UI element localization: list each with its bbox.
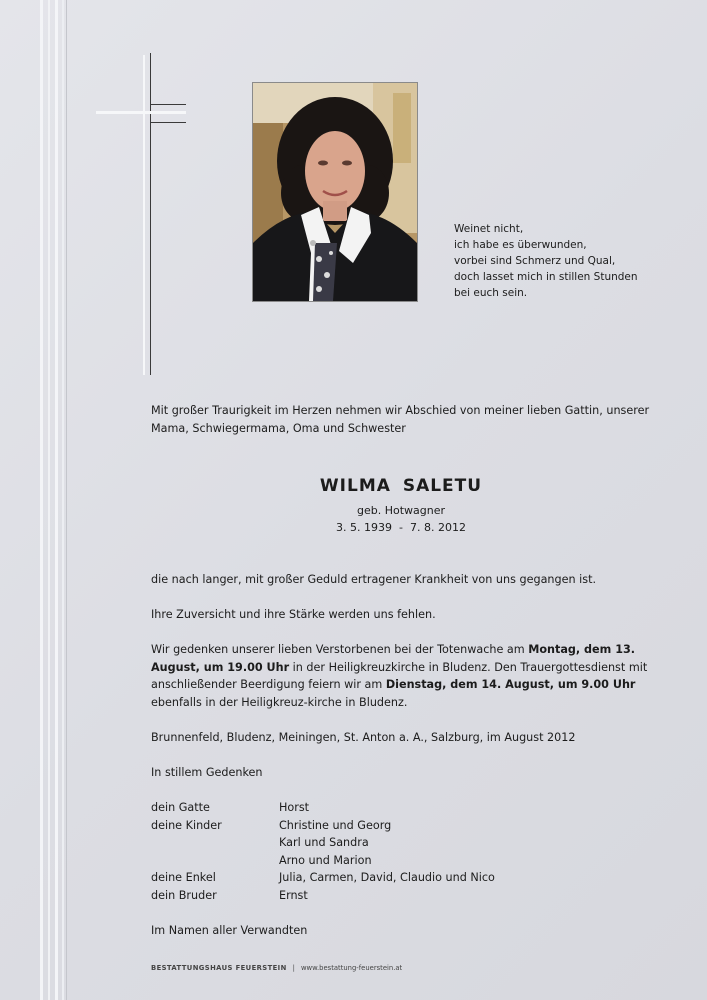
service-text [151, 641, 656, 711]
service-text-part: Wir gedenken unserer lieben Verstorbenen bei der Totenwache am [151, 643, 529, 656]
family-relation [151, 834, 279, 852]
website-link[interactable]: www.bestattung-feuerstein.at [300, 964, 403, 972]
intro-text: Mit großer Traurigkeit im Herzen nehmen wir Abschied von meiner lieben Gattin, unserer Mama, Schwiegermama, Oma und Schwester [151, 404, 650, 435]
poem-line: bei euch sein. [454, 287, 528, 299]
life-dates: 3. 5. 1939 - 7. 8. 2012 [336, 521, 466, 534]
funeral-date: Dienstag, dem 14. August, um 9.00 Uhr [385, 678, 636, 691]
poem-line: ich habe es überwunden, [454, 239, 587, 251]
family-relation: deine Kinder [151, 818, 222, 832]
funeral-home-name: BESTATTUNGSHAUS FEUERSTEIN [151, 964, 287, 972]
family-relation: dein Gatte [151, 801, 210, 814]
border-line [48, 0, 50, 1000]
memory-heading: In stillem Gedenken [151, 766, 263, 779]
birth-name: geb. Hotwagner [356, 504, 446, 517]
family-row [151, 869, 495, 887]
wake-date: Montag, dem 13. August, um 19.00 Uhr [151, 643, 636, 674]
family-relation: deine Enkel [151, 871, 216, 884]
border-line [66, 0, 67, 1000]
poem-line: doch lasset mich in stillen Stunden [454, 271, 638, 283]
family-names: Christine und Georg [279, 818, 392, 832]
service-text-part: in der Heiligkreuzkirche in Bludenz. Den Trauergottesdienst mit anschließender Beerdigung feiern wir am [151, 660, 648, 691]
service-text-part: ebenfalls in der Heiligkreuz-kirche in Bludenz. [151, 695, 408, 709]
deceased-name: WILMA SALETU [319, 476, 483, 496]
family-names: Karl und Sandra [279, 836, 369, 849]
memory-text: Ihre Zuversicht und ihre Stärke werden uns fehlen. [151, 608, 436, 621]
family-row [151, 852, 495, 870]
family-names: Arno und Marion [279, 853, 372, 867]
border-line [55, 0, 58, 1000]
closing-text: Im Namen aller Verwandten [151, 924, 308, 937]
illness-text: die nach langer, mit großer Geduld ertragener Krankheit von uns gegangen ist. [151, 573, 597, 586]
family-names: Ernst [279, 888, 308, 902]
family-list [151, 799, 495, 904]
family-row [151, 817, 495, 835]
border-line [62, 0, 64, 1000]
family-names: Julia, Carmen, David, Claudio und Nico [279, 871, 495, 884]
family-relation: dein Bruder [151, 888, 217, 902]
family-row [151, 834, 495, 852]
poem-line: vorbei sind Schmerz und Qual, [454, 255, 616, 267]
family-names: Horst [279, 801, 310, 814]
family-row [151, 887, 495, 905]
places-text: Brunnenfeld, Bludenz, Meiningen, St. Anton a. A., Salzburg, im August 2012 [151, 731, 576, 744]
family-row [151, 799, 495, 817]
poem [454, 221, 638, 301]
family-relation [151, 852, 279, 870]
poem-line: Weinet nicht, [454, 223, 524, 235]
deceased-details [151, 502, 651, 536]
portrait-photo [252, 82, 418, 302]
border-line [40, 0, 43, 1000]
footer-separator: | [292, 964, 295, 972]
footer [151, 964, 402, 972]
